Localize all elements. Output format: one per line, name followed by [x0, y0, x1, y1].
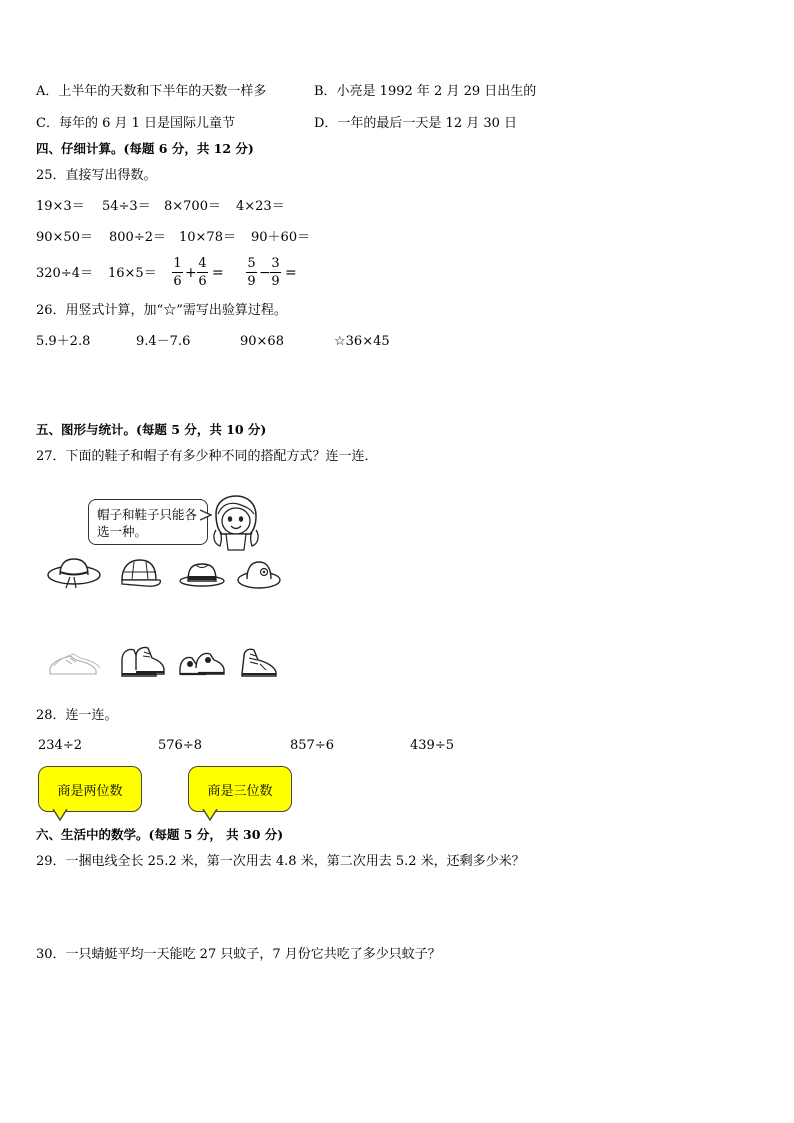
division-item: 576÷8	[158, 738, 202, 753]
calc-item: 19×3＝	[36, 199, 85, 214]
q25-stem: 25．直接写出得数。	[36, 168, 157, 183]
q26-stem: 26．用竖式计算，加“☆”需写出验算过程。	[36, 303, 287, 318]
calc-item: ☆36×45	[334, 334, 390, 349]
hiking-shoes-icon	[176, 646, 226, 678]
section-4-heading: 四、仔细计算。(每题 6 分，共 12 分)	[36, 141, 254, 156]
calc-item: 90×68	[240, 334, 284, 349]
calc-item: 54÷3＝	[102, 199, 151, 214]
callout-tail-icon	[52, 809, 68, 823]
calc-item: 5.9＋2.8	[36, 334, 91, 349]
calc-item: 8×700＝	[164, 199, 221, 214]
choice-a: A．上半年的天数和下半年的天数一样多	[36, 84, 267, 99]
division-item: 857÷6	[290, 738, 334, 753]
plus-sign: +	[185, 265, 197, 281]
sneakers-icon	[46, 648, 102, 678]
speech-bubble: 帽子和鞋子只能各选一种。	[88, 499, 208, 545]
calc-item: 16×5＝	[108, 266, 157, 281]
equals-sign: =	[285, 265, 297, 281]
minus-sign: −	[259, 265, 271, 281]
calc-item: 320÷4＝	[36, 266, 93, 281]
fedora-hat-icon	[178, 560, 226, 588]
baseball-cap-icon	[116, 556, 164, 590]
fraction: 3 9	[271, 256, 280, 289]
calc-item: 4×23＝	[236, 199, 285, 214]
boots-icon	[116, 642, 168, 680]
section-5-heading: 五、图形与统计。(每题 5 分，共 10 分)	[36, 422, 267, 437]
choice-b: B．小亮是 1992 年 2 月 29 日出生的	[314, 84, 537, 99]
division-item: 234÷2	[38, 738, 82, 753]
division-item: 439÷5	[410, 738, 454, 753]
calc-item: 90×50＝	[36, 230, 93, 245]
three-digit-quotient-box: 商是三位数	[188, 766, 292, 812]
q30: 30．一只蜻蜓平均一天能吃 27 只蚊子，7 月份它共吃了多少只蚊子？	[36, 947, 441, 962]
calc-item: 10×78＝	[179, 230, 236, 245]
q28-stem: 28．连一连。	[36, 708, 118, 723]
fraction: 4 6	[198, 256, 207, 289]
calc-item: 90＋60＝	[251, 230, 311, 245]
callout-tail-icon	[202, 809, 218, 823]
calc-item: 9.4－7.6	[136, 334, 191, 349]
section-6-heading: 六、生活中的数学。(每题 5 分， 共 30 分)	[36, 827, 284, 842]
girl-icon	[208, 494, 264, 552]
q27-stem: 27．下面的鞋子和帽子有多少种不同的搭配方式？连一连．	[36, 449, 378, 464]
high-top-sneakers-icon	[236, 644, 280, 680]
two-digit-quotient-box: 商是两位数	[38, 766, 142, 812]
choice-c: C．每年的 6 月 1 日是国际儿童节	[36, 116, 236, 131]
calc-item: 800÷2＝	[109, 230, 166, 245]
fraction: 1 6	[173, 256, 182, 289]
equals-sign: =	[212, 265, 224, 281]
sun-hat-icon	[46, 555, 102, 591]
q29: 29．一捆电线全长 25.2 米，第一次用去 4.8 米，第二次用去 5.2 米，还剩多少米？	[36, 854, 525, 869]
choice-d: D．一年的最后一天是 12 月 30 日	[314, 116, 518, 131]
fraction: 5 9	[247, 256, 256, 289]
flower-hat-icon	[236, 558, 282, 590]
